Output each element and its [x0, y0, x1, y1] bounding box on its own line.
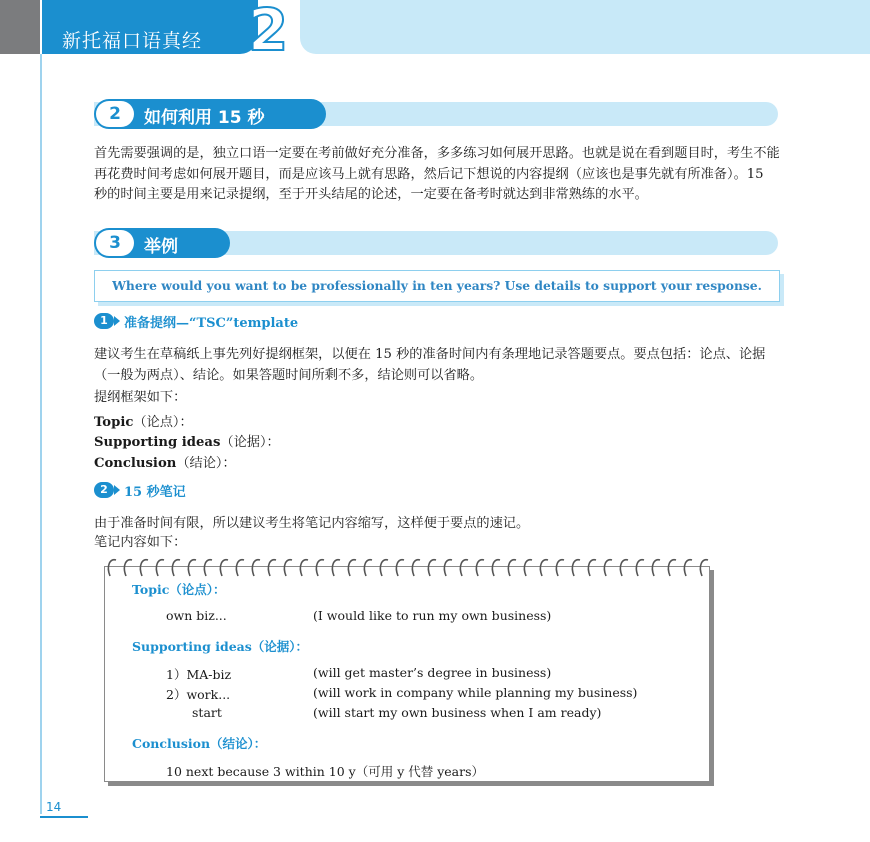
header-band — [300, 0, 870, 54]
margin-rule — [40, 54, 42, 814]
notes-support-label: Supporting ideas（论据）： — [132, 639, 309, 654]
book-title: 新托福口语真经 — [62, 30, 203, 52]
page-number: 14 — [46, 800, 62, 814]
outline-conclusion-cn: （结论）： — [176, 456, 236, 471]
step-number-badge: 1 — [94, 313, 114, 329]
outline-support-cn: （论据）： — [220, 435, 280, 450]
notes-conclusion-text: 10 next because 3 within 10 y（可用 y 代替 years） — [166, 764, 485, 779]
step1-paragraph: 建议考生在草稿纸上事先列好提纲框架，以便在 15 秒的准备时间内有条理地记录答题要点。要点包括：论点、论据（一般为两点）、结论。如果答题时间所剩不多，结论则可以省略。 — [94, 347, 766, 383]
notes-item-abbr: 2）work... — [166, 687, 231, 702]
section-number: 2 — [96, 101, 134, 127]
notes-topic-abbr: own biz... — [166, 608, 227, 623]
notes-item-full: (will work in company while planning my business) — [313, 685, 638, 700]
notes-item-abbr: 1）MA-biz — [166, 667, 232, 682]
step2-intro: 笔记内容如下： — [94, 535, 187, 550]
step2-heading — [94, 481, 186, 499]
question-prompt-box: Where would you want to be professionally in ten years? Use details to support your response. — [94, 270, 780, 302]
outline-conclusion-en: Conclusion — [94, 456, 177, 471]
notes-item-full: (will get master’s degree in business) — [313, 665, 552, 680]
page-number-underline — [40, 816, 88, 818]
outline-topic-en: Topic — [94, 415, 134, 430]
notes-topic-full: (I would like to run my own business) — [313, 608, 552, 623]
outline-topic — [94, 411, 193, 430]
notes-conclusion-label: Conclusion（结论）： — [132, 736, 267, 751]
step-label: 准备提纲—“TSC”template — [124, 315, 299, 331]
step-number-badge: 2 — [94, 482, 114, 498]
step1-intro: 提纲框架如下： — [94, 390, 187, 405]
step2-paragraph: 由于准备时间有限，所以建议考生将笔记内容缩写，这样便于要点的速记。 — [94, 516, 530, 531]
header-gray-strip — [0, 0, 40, 54]
arrow-icon — [114, 485, 120, 495]
step-label: 15 秒笔记 — [124, 484, 186, 500]
outline-topic-cn: （论点）： — [133, 415, 193, 430]
section-title: 如何利用 15 秒 — [144, 108, 265, 128]
spiral-binding-icon — [104, 556, 712, 578]
arrow-icon — [114, 316, 120, 326]
step1-heading — [94, 312, 298, 330]
section-title: 举例 — [144, 237, 178, 257]
notes-item-abbr: start — [192, 705, 222, 720]
outline-support — [94, 431, 280, 450]
notes-item-full: (will start my own business when I am ready) — [313, 705, 602, 720]
outline-conclusion — [94, 452, 236, 471]
chapter-number: 2 — [248, 0, 289, 64]
section-number: 3 — [96, 230, 134, 256]
section2-paragraph: 首先需要强调的是，独立口语一定要在考前做好充分准备，多多练习如何展开思路。也就是说在看到题目时，考生不能再花费时间考虑如何展开题目，而是应该马上就有思路，然后记下想说的内容提纲（应该也是事先就有所准备）。15 秒的时间主要是用来记录提纲，至于开头结尾的论述，一定要在备考时就达到非常熟练的水平。 — [94, 146, 780, 202]
notes-topic-label: Topic（论点）： — [132, 582, 226, 597]
outline-support-en: Supporting ideas — [94, 435, 221, 450]
